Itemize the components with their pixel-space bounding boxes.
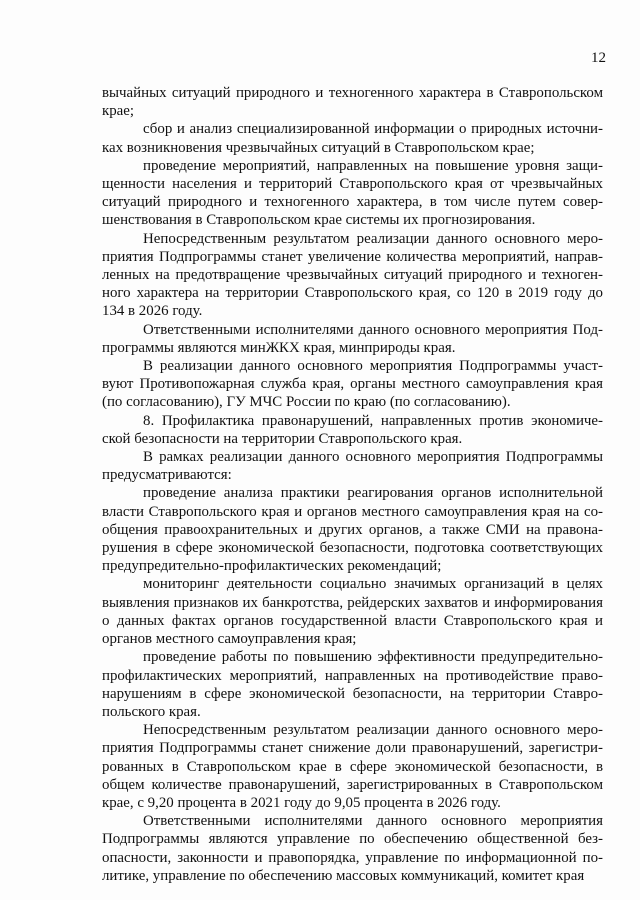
paragraph-3: проведение мероприятий, направленных на повышение уровня защищенности населения и территорий Ставропольского края от чрезвычайных ситуаций природного и техногенного характера, в том числе путем совершенствования в Ставропольском крае системы их прогнозирования.: [102, 157, 603, 229]
paragraph-4: Непосредственным результатом реализации данного основного мероприятия Подпрограммы станет увеличение количества мероприятий, направленных на предотвращение чрезвычайных ситуаций природного и техногенного характера на территории Ставропольского края, со 120 в 2019 году до 134 в 2026 году.: [102, 230, 603, 320]
paragraph-8: В рамках реализации данного основного мероприятия Подпрограммы предусматриваются:: [102, 449, 603, 484]
paragraph-6: В реализации данного основного мероприятия Подпрограммы участвуют Противопожарная служба края, органы местного самоуправления края (по согласованию), ГУ МЧС России по краю (по согласованию).: [102, 358, 603, 411]
paragraph-13: Ответственными исполнителями данного основного мероприятия Подпрограммы являются управление по обеспечению общественной безопасности, законности и правопорядка, управление по информационной политике, управление по обеспечению массовых коммуникаций, комитет края: [102, 813, 603, 884]
paragraph-12: Непосредственным результатом реализации данного основного мероприятия Подпрограммы станет снижение доли правонарушений, зарегистрированных в Ставропольском крае в сфере экономической безопасности, в общем количестве правонарушений, зарегистрированных в Ставропольском крае, с 9,20 процента в 2021 году до 9,05 процента в 2026 году.: [102, 722, 603, 811]
paragraph-10: мониторинг деятельности социально значимых организаций в целях выявления признаков их банкротства, рейдерских захватов и информирования о данных фактах органов государственной власти Ставропольского края и органов местного самоуправления края;: [102, 576, 603, 648]
paragraph-5: Ответственными исполнителями данного основного мероприятия Подпрограммы являются минЖКХ края, минприроды края.: [102, 321, 603, 356]
document-body: [102, 84, 603, 885]
paragraph-2: сбор и анализ специализированной информации о природных источниках возникновения чрезвычайных ситуаций в Ставропольском крае;: [102, 121, 603, 156]
paragraph-11: проведение работы по повышению эффективности предупредительно-профилактических мероприятий, направленных на противодействие правонарушениям в сфере экономической безопасности, на территории Ставропольского края.: [102, 649, 603, 720]
paragraph-1: вычайных ситуаций природного и техногенного характера в Ставропольском крае;: [102, 85, 603, 120]
section-heading-8: 8. Профилактика правонарушений, направленных против экономической безопасности на территории Ставропольского края.: [102, 412, 603, 447]
paragraph-9: проведение анализа практики реагирования органов исполнительной власти Ставропольского края и органов местного самоуправления края на сообщения правоохранительных и других органов, а также СМИ на правонарушения в сфере экономической безопасности, подготовка соответствующих предупредительно-профилактических рекомендаций;: [102, 485, 603, 575]
page-number: 12: [591, 50, 606, 66]
